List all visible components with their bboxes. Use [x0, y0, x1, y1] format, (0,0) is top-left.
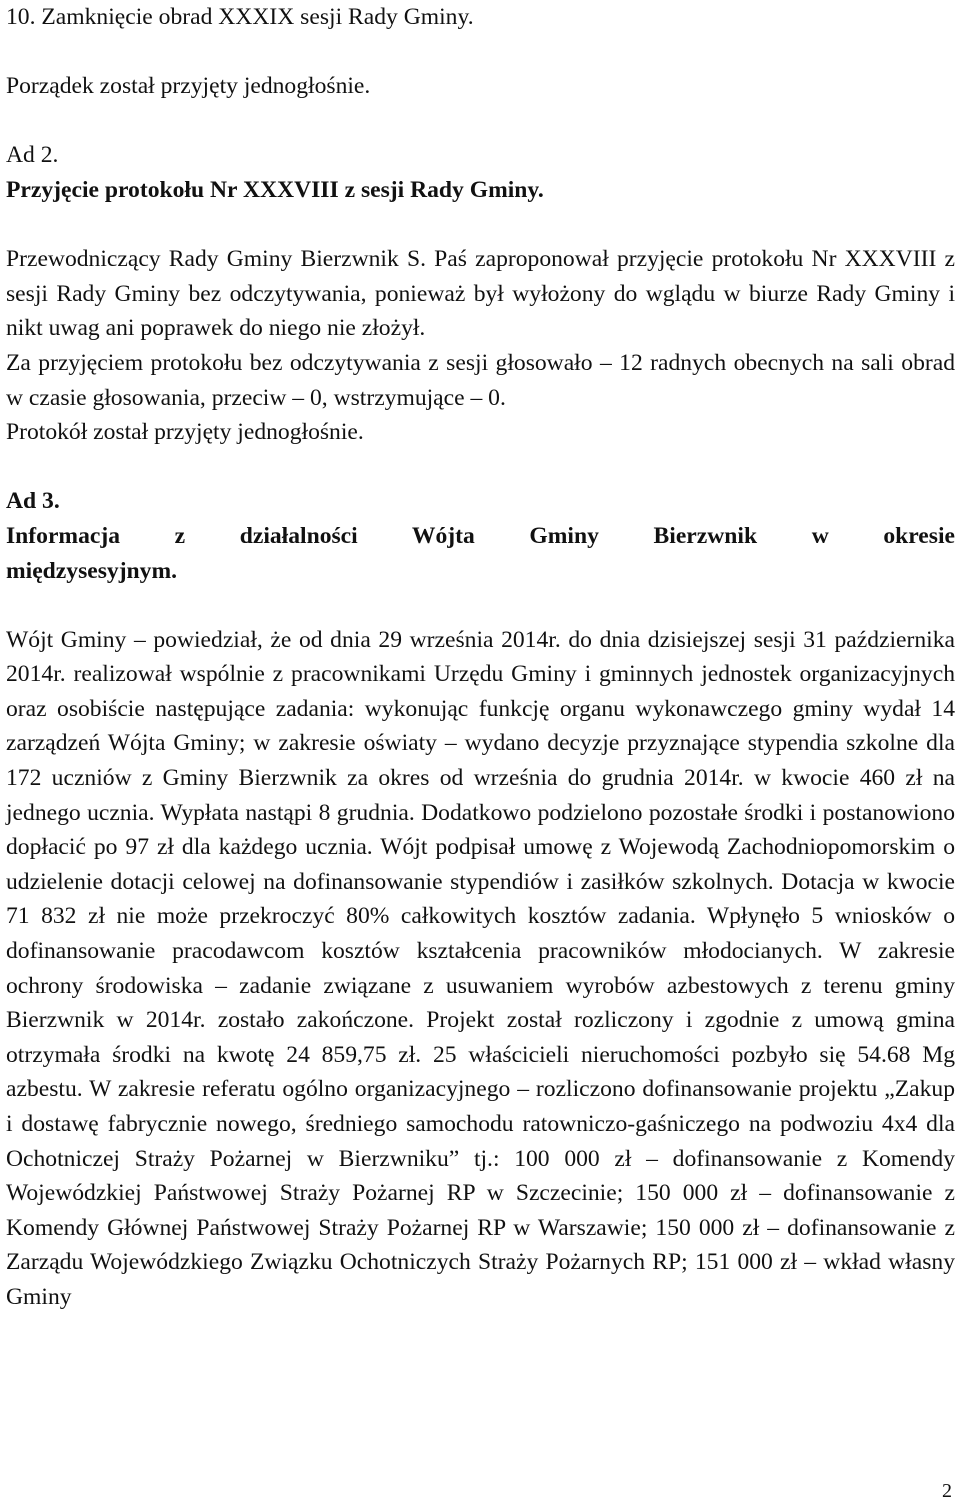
ad2-paragraph-proposal: Przewodniczący Rady Gminy Bierzwnik S. Paś zaproponował przyjęcie protokołu Nr XXXVIII z sesji Rady Gminy bez odczytywania, ponieważ był wyłożony do wglądu w biurze Rady Gminy i nikt uwag ani poprawek do niego nie złożył. — [6, 246, 955, 342]
ad3-body: Wójt Gminy – powiedział, że od dnia 29 września 2014r. do dnia dzisiejszej sesji 31 października 2014r. realizował wspólnie z pracownikami Urzędu Gminy i gminnych jednostek organizacyjnych oraz osobiście następujące zadania: wykonując funkcję organu wykonawczego gminy wydał 14 zarządzeń Wójta Gminy; w zakresie oświaty – wydano decyzje przyznające stypendia szkolne dla 172 uczniów z Gminy Bierzwnik za okres od września do grudnia 2014r. w kwocie 460 zł na jednego ucznia. Wypłata nastąpi 8 grudnia. Dodatkowo podzielono pozostałe środki i postanowiono dopłacić po 97 zł dla każdego ucznia. Wójt podpisał umowę z Wojewodą Zachodniopomorskim o udzielenie dotacji celowej na dofinansowanie stypendiów i zasiłków szkolnych. Dotacja w kwocie 71 832 zł nie może przekroczyć 80% całkowitych kosztów zadania. Wpłynęło 5 wniosków o dofinansowanie pracodawcom kosztów kształcenia pracowników młodocianych. W zakresie ochrony środowiska – zadanie związane z usuwaniem wyrobów azbestowych z terenu gminy Bierzwnik w 2014r. zostało zakończone. Projekt został rozliczony i zgodnie z umową gmina otrzymała środki na kwotę 24 859,75 zł. 25 właścicieli nieruchomości pozbyło się 54.68 Mg azbestu. W zakresie referatu ogólno organizacyjnego – rozliczono dofinansowanie projektu „Zakup i dostawę fabrycznie nowego, średniego samochodu ratowniczo-gaśniczego na podwoziu 4x4 dla Ochotniczej Straży Pożarnej w Bierzwniku” tj.: 100 000 zł – dofinansowanie z Komendy Wojewódzkiej Państwowej Straży Pożarnej RP w Szczecinie; 150 000 zł – dofinansowanie z Komendy Głównej Państwowej Straży Pożarnej RP w Warszawie; 150 000 zł – dofinansowanie z Zarządu Wojewódzkiego Związku Ochotniczych Straży Pożarnych RP; 151 000 zł – wkład własny Gminy — [6, 626, 955, 1310]
ad2-label: Ad 2. — [6, 142, 59, 169]
spacer — [6, 450, 955, 485]
page-number: 2 — [942, 1480, 952, 1502]
ad3-label: Ad 3. — [6, 488, 60, 515]
spacer — [6, 35, 955, 70]
ad2-title: Przyjęcie protokołu Nr XXXVIII z sesji Rady Gminy. — [6, 176, 544, 203]
spacer — [6, 208, 955, 243]
spacer — [6, 104, 955, 139]
ad3-title-line2: międzysesyjnym. — [6, 557, 178, 584]
ad3-title-line1: Informacja z działalności Wójta Gminy Bierzwnik w okresie — [6, 522, 955, 549]
ad2-paragraph-vote: Za przyjęciem protokołu bez odczytywania z sesji głosowało – 12 radnych obecnych na sali obrad w czasie głosowania, przeciw – 0, wstrzymujące – 0. — [6, 349, 955, 411]
document-page — [6, 0, 955, 1315]
ad2-paragraph-result: Protokół został przyjęty jednogłośnie. — [6, 419, 364, 446]
spacer — [6, 588, 955, 623]
agenda-adopted-statement: Porządek został przyjęty jednogłośnie. — [6, 73, 371, 100]
agenda-item-10: 10. Zamknięcie obrad XXXIX sesji Rady Gminy. — [6, 4, 474, 30]
